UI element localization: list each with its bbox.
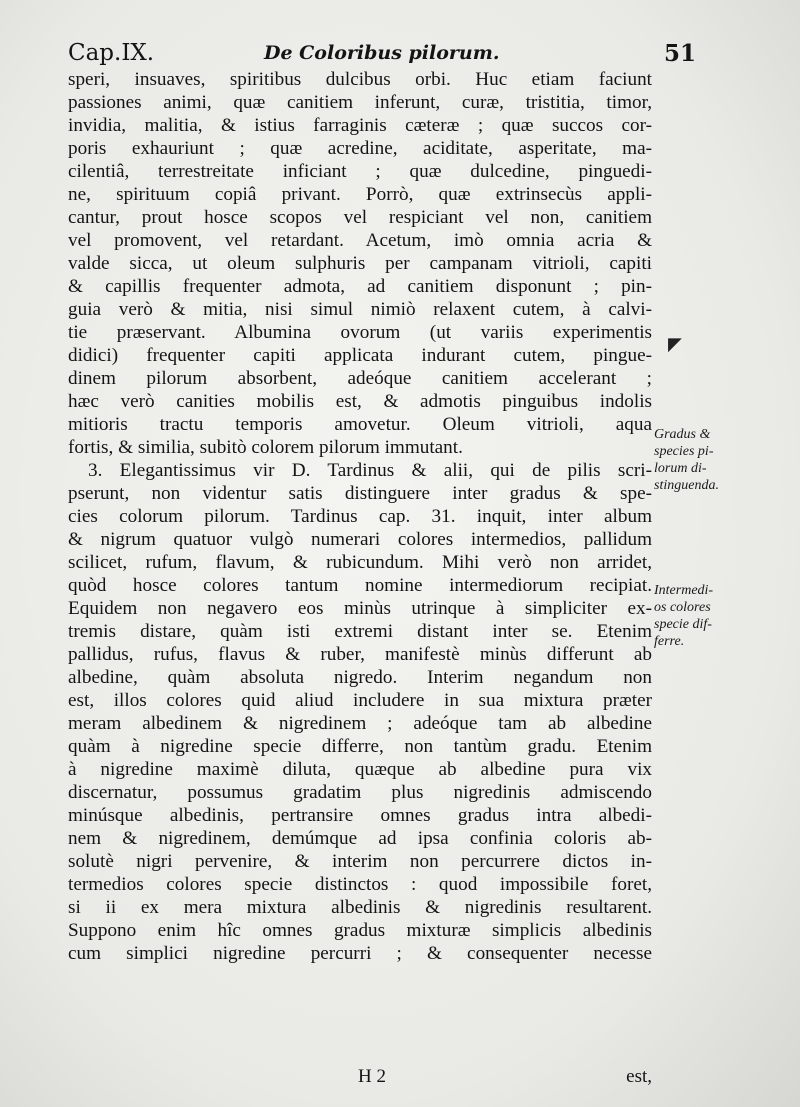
text-line: albedine, quàm absoluta nigredo. Interim negandum non — [68, 667, 652, 688]
text-line: termedios colores specie distinctos : quod impossibile foret, — [68, 874, 652, 895]
text-line: pallidus, rufus, flavus & ruber, manifestè minùs differunt ab — [68, 644, 652, 665]
margin-note-line: Gradus & — [654, 427, 711, 442]
text-line: didici) frequenter capiti applicata indurant cutem, pingue- — [68, 345, 652, 366]
text-line: si ii ex mera mixtura albedinis & nigredinis resultarent. — [68, 897, 652, 918]
text-line: nem & nigredinem, demúmque ad ipsa confinia coloris ab- — [68, 828, 652, 849]
text-line: hæc verò canities mobilis est, & admotis pinguibus indolis — [68, 391, 652, 412]
signature-mark: H 2 — [358, 1066, 386, 1087]
margin-note-line: lorum di- — [654, 461, 707, 476]
margin-note-line: Intermedi- — [654, 583, 714, 598]
text-line: passiones animi, quæ canitiem inferunt, curæ, tristitia, timor, — [68, 92, 652, 113]
running-head — [68, 38, 696, 68]
text-line: guia verò & mitia, nisi simul nimiò relaxent cutem, à calvi- — [68, 299, 652, 320]
text-line: Equidem non negavero eos minùs utrinque à simpliciter ex- — [68, 598, 652, 619]
margin-note-gradus — [654, 426, 774, 494]
show-through-text — [662, 226, 666, 241]
text-line: valde sicca, ut oleum sulphuris per campanam vitrioli, capiti — [68, 253, 652, 274]
text-line: vel promovent, vel retardant. Acetum, imò omnia acria & — [68, 230, 652, 251]
text-line: cilentiâ, terrestreitate inficiant ; quæ dulcedine, pinguedi- — [68, 161, 652, 182]
ink-mark: ◤ — [668, 334, 682, 355]
text-line: à nigredine maximè diluta, quæque ab albedine pura vix — [68, 759, 652, 780]
text-line: invidia, malitia, & istius farraginis cæteræ ; quæ succos cor- — [68, 115, 652, 136]
body-text — [68, 68, 652, 965]
margin-note-line: specie dif- — [654, 617, 712, 632]
text-line: 3. Elegantissimus vir D. Tardinus & alii, qui de pilis scri- — [88, 460, 652, 481]
running-title: De Coloribus pilorum. — [264, 42, 500, 64]
text-line: est, illos colores quid aliud includere in sua mixtura præter — [68, 690, 652, 711]
text-line: pserunt, non videntur satis distinguere inter gradus & spe- — [68, 483, 652, 504]
margin-note-line: os colores — [654, 600, 711, 615]
text-line: minúsque albedinis, pertransire omnes gradus intra albedi- — [68, 805, 652, 826]
text-line: solutè nigri pervenire, & interim non percurrere dictos in- — [68, 851, 652, 872]
text-line: Suppono enim hîc omnes gradus mixturæ simplicis albedinis — [68, 920, 652, 941]
page-number: 51 — [663, 40, 696, 67]
margin-note-line: stinguenda. — [654, 478, 719, 493]
text-line: cantur, prout hosce scopos vel respiciant vel non, canitiem — [68, 207, 652, 228]
text-line: dinem pilorum absorbent, adeóque canitiem accelerant ; — [68, 368, 652, 389]
text-line: fortis, & similia, subitò colorem pilorum immutant. — [68, 437, 463, 458]
text-line: cies colorum pilorum. Tardinus cap. 31. inquit, inter album — [68, 506, 652, 527]
margin-note-intermedios — [654, 582, 774, 650]
chapter-label: Cap.IX. — [68, 40, 155, 66]
text-line: mitioris tractu temporis amovetur. Oleum vitrioli, aqua — [68, 414, 652, 435]
text-line: & capillis frequenter admota, ad canitiem disponunt ; pin- — [68, 276, 652, 297]
text-line: cum simplici nigredine percurri ; & consequenter necesse — [68, 943, 652, 964]
text-line: scilicet, rufum, flavum, & rubicundum. Mihi verò non arridet, — [68, 552, 652, 573]
margin-note-line: ferre. — [654, 634, 685, 649]
text-line: tie præservant. Albumina ovorum (ut variis experimentis — [68, 322, 652, 343]
text-line: quàm à nigredine specie differre, non tantùm gradu. Etenim — [68, 736, 652, 757]
catchword: est, — [626, 1066, 652, 1087]
text-line: poris exhauriunt ; quæ acredine, aciditate, asperitate, ma- — [68, 138, 652, 159]
text-line: discernatur, possumus gradatim plus nigredinis admiscendo — [68, 782, 652, 803]
text-line: & nigrum quatuor vulgò numerari colores intermedios, pallidum — [68, 529, 652, 550]
text-line: speri, insuaves, spiritibus dulcibus orbi. Huc etiam faciunt — [68, 69, 652, 90]
text-line: meram albedinem & nigredinem ; adeóque tam ab albedine — [68, 713, 652, 734]
text-line: tremis distare, quàm isti extremi distant inter se. Etenim — [68, 621, 652, 642]
text-line: quòd hosce colores tantum nomine intermediorum recipiat. — [68, 575, 652, 596]
page-footer — [68, 1066, 652, 1092]
margin-note-line: species pi- — [654, 444, 714, 459]
text-line: ne, spirituum copiâ privant. Porrò, quæ extrinsecùs appli- — [68, 184, 652, 205]
